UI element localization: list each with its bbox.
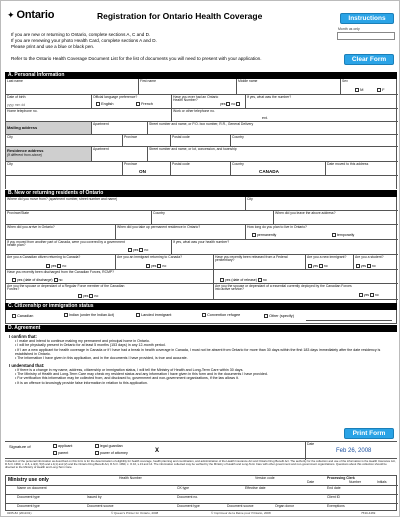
form-number: 0265-82 (2011/01) bbox=[7, 511, 32, 515]
province-value: ON bbox=[139, 169, 146, 174]
from-province-field[interactable]: Province/State bbox=[6, 211, 152, 224]
permanent-residence-field[interactable]: When did you take up permanent residence in Ontario? bbox=[116, 225, 246, 239]
discharge-no-checkbox[interactable] bbox=[54, 278, 58, 282]
ever-had-number-field: Have you ever had an Ontario Health Number? yes no bbox=[172, 95, 246, 108]
understand-heading: I understand that: bbox=[9, 362, 45, 368]
form-title: Registration for Ontario Health Coverage bbox=[97, 11, 263, 21]
new-immigrant-no-checkbox[interactable] bbox=[319, 264, 323, 268]
month-label: Month us only bbox=[338, 27, 360, 31]
dob-field[interactable]: Date of birth yyyy mm dd bbox=[6, 95, 92, 108]
immigrant-returning-field: Are you an immigrant returning to Canada? yes no bbox=[116, 255, 214, 269]
parent-checkbox[interactable] bbox=[53, 451, 57, 455]
spouse-forces-yes-checkbox[interactable] bbox=[78, 294, 82, 298]
intro-line-3: Please print and use a blue or black pen. bbox=[11, 44, 95, 49]
intro-line-4 bbox=[11, 56, 341, 61]
when-arrive-field[interactable]: When did you arrive in Ontario? bbox=[6, 225, 116, 239]
spouse-forces-no-checkbox[interactable] bbox=[89, 294, 93, 298]
section-b-grid bbox=[5, 197, 397, 307]
applicant-checkbox[interactable] bbox=[53, 444, 57, 448]
where-from-row bbox=[6, 197, 398, 211]
residence-row bbox=[6, 147, 398, 162]
other-status-checkbox[interactable] bbox=[264, 314, 268, 318]
immigrant-yes-checkbox[interactable] bbox=[146, 264, 150, 268]
middle-name-field[interactable]: Middle name bbox=[237, 79, 341, 94]
first-name-field[interactable]: First name bbox=[139, 79, 237, 94]
work-phone-field[interactable]: Work or other telephone no. ext. bbox=[173, 108, 268, 120]
section-c-heading: C. Citizenship or immigration status bbox=[5, 303, 397, 310]
spouse-deployed-field: Are you the spouse or dependant of a essential currently deployed by the Canadian Forces into active service? yes no bbox=[215, 283, 379, 297]
last-name-field[interactable]: Last name bbox=[6, 79, 139, 94]
forces-row bbox=[6, 284, 398, 300]
indian-checkbox[interactable] bbox=[64, 313, 68, 317]
arrival-row bbox=[6, 225, 398, 240]
signature-field[interactable] bbox=[165, 447, 299, 458]
new-immigrant-field: Are you a new immigrant? yes no bbox=[306, 255, 354, 269]
covered-yes-checkbox[interactable] bbox=[128, 248, 132, 252]
residence-country-field[interactable]: Country CANADA bbox=[231, 162, 326, 175]
signature-row: Signature of applicant parent legal guardian power of attorney X Date Feb 26, 2008 bbox=[5, 441, 397, 459]
date-moved-field[interactable]: Date moved to this address bbox=[327, 161, 369, 166]
release-no-checkbox[interactable] bbox=[258, 278, 262, 282]
student-yes-checkbox[interactable] bbox=[356, 264, 360, 268]
mailing-postal-field[interactable]: Postal code bbox=[171, 135, 231, 146]
date-field[interactable]: Date Feb 26, 2008 bbox=[305, 442, 397, 460]
from-country-field[interactable]: Country bbox=[152, 211, 274, 224]
sex-f-checkbox[interactable] bbox=[377, 88, 381, 92]
residence-apartment-field[interactable]: Apartment bbox=[92, 147, 148, 161]
ontario-logo bbox=[7, 7, 59, 23]
had-number-yes-checkbox[interactable] bbox=[226, 102, 230, 106]
language-field: Official language preference? English French bbox=[92, 95, 172, 108]
residence-address-label: Residence address (if different from above) bbox=[6, 147, 92, 161]
temporarily-checkbox[interactable] bbox=[332, 233, 336, 237]
residence-province-field[interactable]: Province ON bbox=[123, 162, 171, 175]
residence-city-row bbox=[6, 162, 398, 176]
deployed-no-checkbox[interactable] bbox=[370, 293, 374, 297]
document-list-note: Refer to the Ontario Health Coverage Document List for the list of documents you will need to present with your application. bbox=[11, 56, 262, 61]
agreement-text: I confirm that: • I make and intend to continue making my permanent and principal home in Ontario. • I will be physically present in Ontario for at least 5 months (153 days) in any 12-month period. • If I am a new applicant for health coverage in Canada or if I have had a break in health coverage in Canada, I must not be absent from Ontario for more than 30 days within the first 183 days immediately after the date residency is established in Ontario. • The information I have given in this application, and in the documents I have provided, is true and accurate. I understand that: • If there is a change in my name, address, citizenship or immigration status, I will tell the Ministry of Health and Long-Term Care within 30 days. • The Ministry of Health and Long-Term Care may check my resident status and any information I have given in this form and in the documents I have provided. • For verification this information may be collected from, and disclosed to, government and non-government organizations, if the law allows it. • It is an offence to knowingly provide false information in relation to this application. bbox=[9, 334, 393, 385]
privacy-notice: Collection of the personal information as described on this form is for the determination of eligibility for health coverage, health planning and coordination, and administration of the Health Insurance Act and Ontario Drug Benefit Act. The authority for the collection and use of the information is the Health Insurance Act, R.S.O. 1990, c. H.6, s.4(2), 5(3) and s.1(1) and (2) and the Ontario Drug Benefit Act, R.S.O. 1990, c. O.10, s.13 and 14. The information collected may be verified by the Ministry of Health and Long-Term Care with other government and non-government organizations. Questions about this collection should be directed to the Ministry of Health and Long-Term Care. bbox=[5, 460, 396, 470]
new-immigrant-yes-checkbox[interactable] bbox=[308, 264, 312, 268]
names-row bbox=[6, 79, 398, 95]
canadian-checkbox[interactable] bbox=[12, 314, 16, 318]
how-long-field: How long do you plan to live in Ontario? permanently temporarily bbox=[247, 224, 355, 237]
trillium-icon: ✦ bbox=[7, 9, 15, 20]
ministry-title: Ministry use only bbox=[8, 477, 49, 483]
deployed-yes-checkbox[interactable] bbox=[359, 293, 363, 297]
sex-m-checkbox[interactable] bbox=[355, 88, 359, 92]
french-checkbox[interactable] bbox=[136, 102, 140, 106]
catalog-number: 7530-4469 bbox=[361, 511, 376, 515]
clear-form-button[interactable]: Clear Form bbox=[344, 54, 394, 65]
other-status-input[interactable] bbox=[306, 320, 392, 321]
released-federal-field[interactable]: Have you recently been released from a Federal penitentiary? bbox=[214, 255, 306, 269]
release-date-field: yes (date of release) no bbox=[214, 270, 398, 283]
mailing-country-field[interactable]: Country bbox=[232, 134, 244, 139]
section-a-grid bbox=[5, 79, 397, 189]
logo-text: Ontario bbox=[16, 9, 55, 21]
residence-street-field[interactable]: Street number and name, or lot, concession, and township bbox=[149, 146, 237, 151]
mailing-city-field[interactable]: City bbox=[6, 135, 123, 146]
print-form-button[interactable]: Print Form bbox=[344, 428, 394, 439]
legal-guardian-checkbox[interactable] bbox=[95, 444, 99, 448]
mailing-city-row bbox=[6, 135, 398, 147]
citizen-returning-field: Are you a Canadian citizen returning to Canada? yes no bbox=[6, 255, 116, 269]
residence-city-field[interactable]: City bbox=[6, 162, 123, 175]
citizen-no-checkbox[interactable] bbox=[57, 264, 61, 268]
power-of-attorney-checkbox[interactable] bbox=[95, 451, 99, 455]
intro-line-1: If you are new or returning to Ontario, complete sections A, C and D. bbox=[11, 32, 151, 37]
student-no-checkbox[interactable] bbox=[367, 264, 371, 268]
mailing-street-field[interactable]: Street number and name, or P.O. box number, R.R., General Delivery bbox=[149, 121, 254, 126]
ministry-use-box: Ministry use only Health Number Version code Processing Clerk Date Number Initials Name on document CK type Effective date End date Document type Issued by Document no. Client ID Document type Document source Document type Document source Organ donor Exemptions bbox=[5, 475, 397, 511]
discharge-yes-checkbox[interactable] bbox=[12, 278, 16, 282]
rcmp-discharge-field: Have you recently been discharged from the Canadian Forces, RCMP? yes (date of discharge) no bbox=[6, 270, 214, 283]
previous-number-field[interactable]: If yes, what was the number? bbox=[247, 94, 292, 99]
previous-health-number-field[interactable]: If yes, what was your health number? bbox=[173, 239, 230, 244]
spouse-forces-field: Are you the spouse or dependant of a Regular Force member of the Canadian Forces? yes no bbox=[6, 284, 214, 299]
other-province-row bbox=[6, 240, 398, 255]
english-checkbox[interactable] bbox=[96, 102, 100, 106]
landed-immigrant-checkbox[interactable] bbox=[136, 313, 140, 317]
copyright-en: © Queen's Printer for Ontario, 2008 bbox=[111, 511, 159, 515]
mailing-apartment-field[interactable]: Apartment bbox=[92, 122, 148, 134]
mailing-province-field[interactable]: Province bbox=[123, 135, 171, 146]
student-field: Are you a student? yes no bbox=[355, 254, 384, 268]
from-city-field[interactable]: City bbox=[247, 196, 253, 201]
home-phone-field[interactable]: Home telephone no. bbox=[6, 109, 172, 121]
where-from-field[interactable]: Where did you move from? (apartment number, street number and name) bbox=[6, 197, 246, 210]
when-left-field[interactable]: When did you leave the above address? bbox=[275, 210, 336, 215]
province-state-row bbox=[6, 211, 398, 225]
month-field[interactable] bbox=[337, 32, 395, 40]
date-value: Feb 26, 2008 bbox=[336, 448, 372, 454]
section-a-heading: A. Personal Information bbox=[5, 72, 397, 79]
dob-row bbox=[6, 95, 398, 109]
status-row-2 bbox=[6, 270, 398, 284]
mailing-row bbox=[6, 122, 398, 135]
immigrant-no-checkbox[interactable] bbox=[157, 264, 161, 268]
release-yes-checkbox[interactable] bbox=[220, 278, 224, 282]
signature-x-mark: X bbox=[155, 448, 160, 454]
copyright-fr: © Imprimeur de la Reine pour l'Ontario, 2008 bbox=[211, 511, 271, 515]
convention-refugee-checkbox[interactable] bbox=[202, 313, 206, 317]
mailing-address-label: Mailing address bbox=[6, 122, 92, 134]
section-c-grid: Canadian Indian (under the Indian Act) Landed immigrant Convention refugee Other (specify) bbox=[5, 310, 397, 324]
country-value: CANADA bbox=[259, 169, 279, 174]
covered-plan-field: If you moved from another part of Canada, were you covered by a government health plan? yes no bbox=[6, 240, 172, 254]
had-number-no-checkbox[interactable] bbox=[236, 102, 240, 106]
phone-row bbox=[6, 109, 398, 122]
status-row-1 bbox=[6, 255, 398, 270]
citizen-yes-checkbox[interactable] bbox=[46, 264, 50, 268]
residence-postal-field[interactable]: Postal code bbox=[171, 162, 231, 175]
section-d-heading: D. Agreement bbox=[5, 325, 397, 332]
intro-line-2: If you are renewing your photo Health Card, complete sections A and D. bbox=[11, 38, 157, 43]
permanently-checkbox[interactable] bbox=[252, 233, 256, 237]
sex-field: Sex M F bbox=[342, 78, 385, 92]
covered-no-checkbox[interactable] bbox=[139, 248, 143, 252]
confirm-heading: I confirm that: bbox=[9, 334, 37, 339]
instructions-button[interactable]: Instructions bbox=[340, 13, 394, 24]
section-b-heading: B. New or returning residents of Ontario bbox=[5, 190, 397, 197]
